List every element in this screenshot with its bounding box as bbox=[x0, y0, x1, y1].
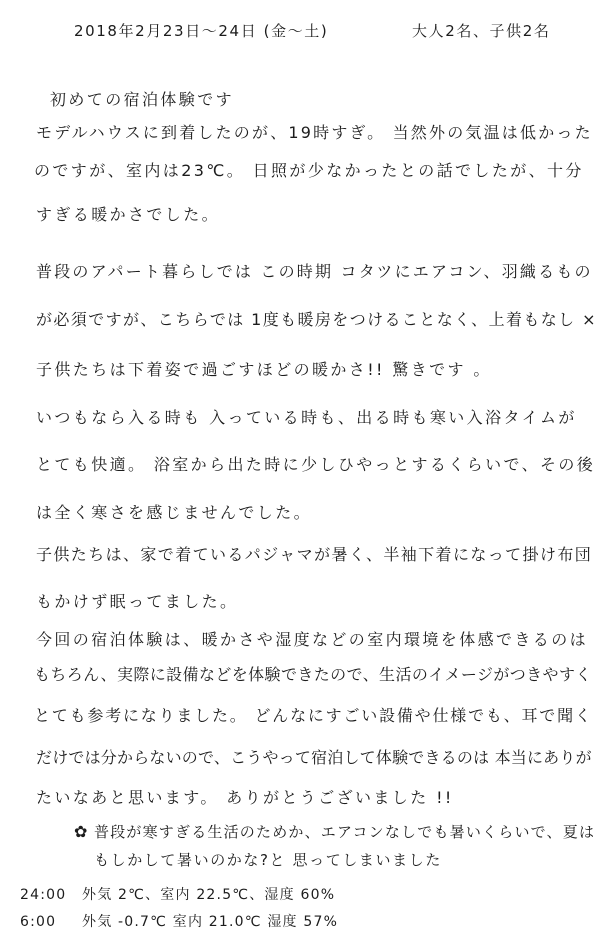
reading-values: 外気 2℃、室内 22.5℃、湿度 60% bbox=[82, 887, 336, 903]
text-line: もちろん、実際に設備などを体験できたので、生活のイメージがつきやすく bbox=[34, 665, 592, 684]
text-line: 子供たちは下着姿で過ごすほどの暖かさ!! 驚きです 。 bbox=[36, 360, 492, 379]
text-line: は全く寒さを感じませんでした。 bbox=[36, 503, 313, 522]
reading-row bbox=[20, 885, 335, 905]
party-size: 大人2名、子供2名 bbox=[412, 22, 551, 40]
text-line: だけでは分からないので、こうやって宿泊して体験できるのは 本当にありが bbox=[36, 748, 592, 767]
text-line: モデルハウスに到着したのが、19時すぎ。 当然外の気温は低かった bbox=[36, 123, 593, 142]
text-line: 子供たちは、家で着ているパジャマが暑く、半袖下着になって掛け布団 bbox=[36, 545, 593, 564]
reading-time: 24:00 bbox=[20, 887, 67, 903]
stay-date: 2018年2月23日〜24日 (金〜土) bbox=[74, 22, 329, 40]
text-line: たいなあと思います。 ありがとうございました !! bbox=[36, 788, 454, 807]
note-line: もしかして暑いのかな?と 思ってしまいました bbox=[94, 851, 442, 869]
text-line: が必須ですが、こちらでは 1度も暖房をつけることなく、上着もなし × bbox=[36, 310, 597, 329]
text-line: とても参考になりました。 どんなにすごい設備や仕様でも、耳で聞く bbox=[34, 706, 593, 725]
text-line: もかけず眠ってました。 bbox=[36, 592, 239, 611]
flower-mark-icon: ✿ bbox=[74, 822, 88, 841]
text-line: のですが、室内は23℃。 日照が少なかったとの話でしたが、十分 bbox=[34, 161, 584, 180]
note-line: 普段が寒すぎる生活のためか、エアコンなしでも暑いくらいで、夏は bbox=[94, 823, 596, 841]
text-line: 初めての宿泊体験です bbox=[50, 90, 235, 109]
text-line: 今回の宿泊体験は、暖かさや湿度などの室内環境を体感できるのは bbox=[36, 630, 589, 649]
text-line: すぎる暖かさでした。 bbox=[36, 205, 221, 224]
reading-values: 外気 -0.7℃ 室内 21.0℃ 湿度 57% bbox=[82, 914, 339, 930]
reading-time: 6:00 bbox=[20, 914, 57, 930]
text-line: 普段のアパート暮らしでは この時期 コタツにエアコン、羽織るもの bbox=[36, 262, 593, 281]
text-line: とても快適。 浴室から出た時に少しひやっとするくらいで、その後 bbox=[36, 455, 596, 474]
reading-row bbox=[20, 912, 338, 932]
text-line: いつもなら入る時も 入っている時も、出る時も寒い入浴タイムが bbox=[36, 408, 577, 427]
